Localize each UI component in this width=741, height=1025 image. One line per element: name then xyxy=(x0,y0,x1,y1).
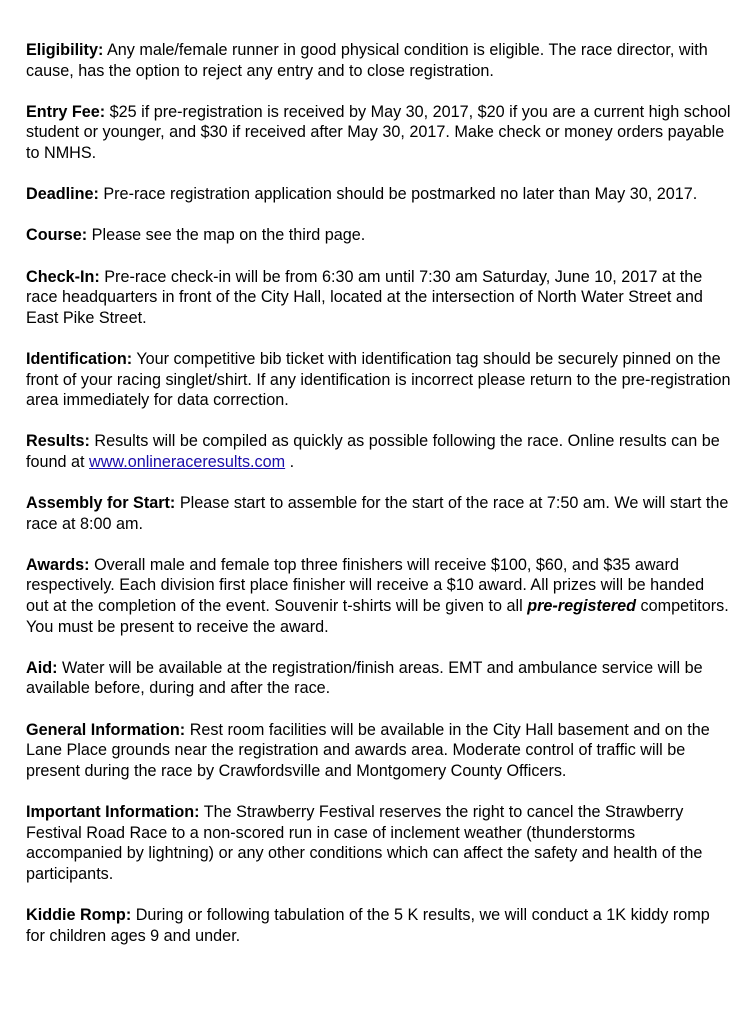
kiddie-romp-text: During or following tabulation of the 5 K results, we will conduct a 1K kiddy romp for children ages 9 and under. xyxy=(26,905,710,945)
identification-label: Identification: xyxy=(26,349,133,368)
entry-fee-section xyxy=(26,102,731,164)
awards-section xyxy=(26,555,731,637)
assembly-section xyxy=(26,493,731,534)
general-information-section xyxy=(26,720,731,782)
deadline-section xyxy=(26,184,731,205)
eligibility-section xyxy=(26,40,731,81)
assembly-text: Please start to assemble for the start of the race at 7:50 am. We will start the race at 8:00 am. xyxy=(26,494,729,533)
important-information-label: Important Information: xyxy=(26,802,200,821)
identification-text: Your competitive bib ticket with identification tag should be securely pinned on the front of your racing singlet/shirt. If any identification is incorrect please return to the pre-registration area immediately for data correction. xyxy=(26,349,731,410)
check-in-section xyxy=(26,267,731,329)
results-section xyxy=(26,431,731,472)
awards-label: Awards: xyxy=(26,555,90,574)
awards-text: Overall male and female top three finishers will receive $100, $60, and $35 award respectively. Each division first place finisher will receive a $10 award. All prizes will be handed out at the completion of the event. Souvenir t-shirts will be given to all xyxy=(26,555,705,616)
kiddie-romp-label: Kiddie Romp: xyxy=(26,905,132,924)
race-info-document xyxy=(26,40,731,967)
course-section xyxy=(26,225,731,246)
check-in-label: Check-In: xyxy=(26,267,100,286)
eligibility-text: Any male/female runner in good physical condition is eligible. The race director, with cause, has the option to reject any entry and to close registration. xyxy=(26,41,708,80)
course-label: Course: xyxy=(26,226,88,245)
entry-fee-label: Entry Fee: xyxy=(26,102,106,121)
results-website-link[interactable]: www.onlineraceresults.com xyxy=(89,452,286,471)
aid-section xyxy=(26,658,731,699)
awards-text-after: competitors. You must be present to receive the award. xyxy=(26,597,729,636)
general-information-text: Rest room facilities will be available in the City Hall basement and on the Lane Place grounds near the registration and awards area. Moderate control of traffic will be present during the race by Crawfordsville and Montgomery County Officers. xyxy=(26,720,710,780)
deadline-label: Deadline: xyxy=(26,185,99,204)
important-information-section xyxy=(26,802,731,884)
assembly-label: Assembly for Start: xyxy=(26,494,176,513)
general-information-label: General Information: xyxy=(26,720,186,739)
course-text: Please see the map on the third page. xyxy=(87,226,366,245)
important-information-text: The Strawberry Festival reserves the right to cancel the Strawberry Festival Road Race to a non-scored run in case of inclement weather (thunderstorms accompanied by lightning) or any other conditions which can affect the safety and health of the participants. xyxy=(26,802,703,883)
results-text-after: . xyxy=(285,452,295,471)
aid-text: Water will be available at the registration/finish areas. EMT and ambulance service will be available before, during and after the race. xyxy=(26,658,703,698)
deadline-text: Pre-race registration application should be postmarked no later than May 30, 2017. xyxy=(98,185,698,204)
awards-emphasis: pre-registered xyxy=(527,597,637,616)
results-text: Results will be compiled as quickly as possible following the race. Online results can be found at xyxy=(26,432,720,471)
entry-fee-text: $25 if pre-registration is received by May 30, 2017, $20 if you are a current high school student or younger, and $30 if received after May 30, 2017. Make check or money orders payable to NMHS. xyxy=(26,102,731,162)
kiddie-romp-section xyxy=(26,905,731,946)
identification-section xyxy=(26,349,731,411)
check-in-text: Pre-race check-in will be from 6:30 am until 7:30 am Saturday, June 10, 2017 at the race headquarters in front of the City Hall, located at the intersection of North Water Street and East Pike Street. xyxy=(26,267,703,327)
results-label: Results: xyxy=(26,432,90,451)
aid-label: Aid: xyxy=(26,658,58,677)
eligibility-label: Eligibility: xyxy=(26,41,104,59)
